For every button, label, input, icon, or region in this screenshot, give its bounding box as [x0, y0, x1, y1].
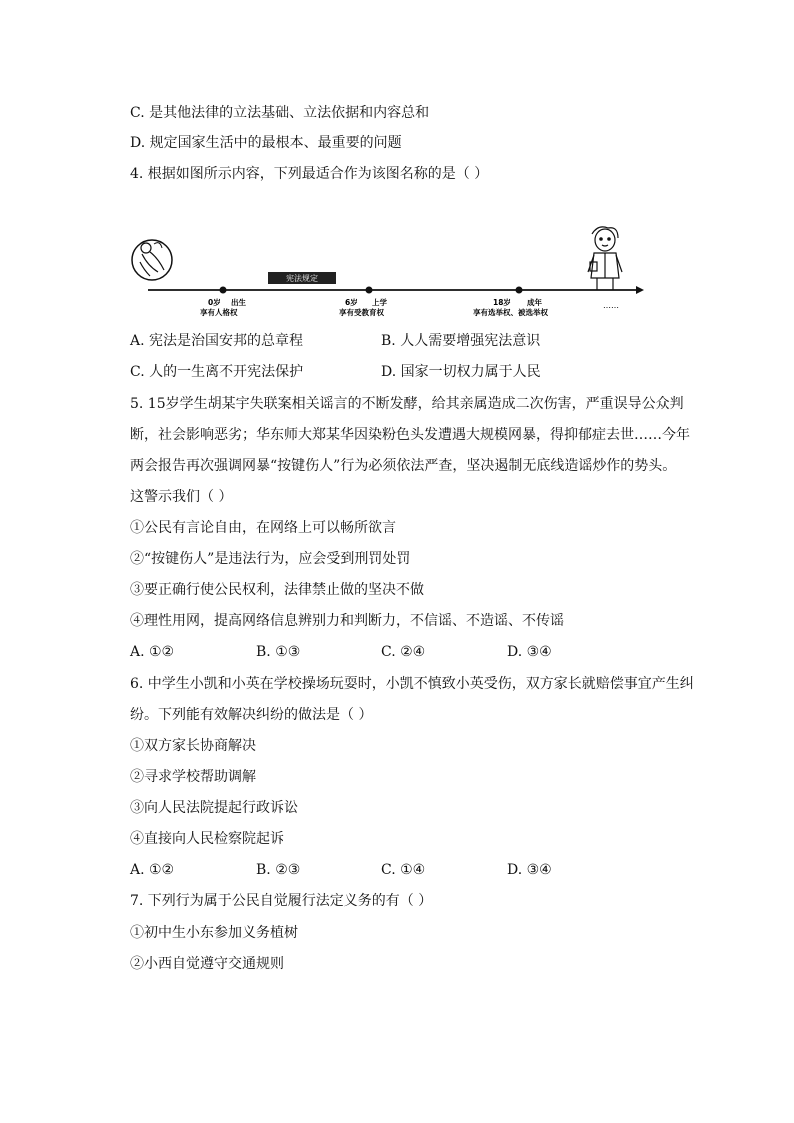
q5-statement-3: ③要正确行使公民权利，法律禁止做的坚决不做 — [130, 582, 424, 598]
q6-statement-3: ③向人民法院提起行政诉讼 — [130, 800, 298, 816]
q5-option-c: C. ②④ — [381, 644, 426, 660]
constitution-banner-label: 宪法规定 — [286, 274, 318, 283]
question-5-line-1: 5. 15岁学生胡某宇失联案相关谣言的不断发酵，给其亲属造成二次伤害，严重误导公众判 — [130, 396, 684, 412]
question-6-line-1: 6. 中学生小凯和小英在学校操场玩耍时，小凯不慎致小英受伤，双方家长就赔偿事宜产生纠 — [130, 676, 694, 692]
timeline-arrow-head — [636, 286, 644, 294]
timeline-event-birth: 出生 — [231, 298, 246, 307]
timeline-point-birth — [220, 287, 227, 294]
adult-man-illustration — [588, 227, 622, 290]
q6-option-b: B. ②③ — [256, 862, 301, 878]
q7-statement-1: ①初中生小东参加义务植树 — [130, 925, 298, 941]
question-4-stem: 4. 根据如图所示内容，下列最适合作为该图名称的是（ ） — [130, 166, 489, 182]
baby-illustration — [132, 240, 172, 280]
option-c-text: C. 是其他法律的立法基础、立法依据和内容总和 — [130, 105, 430, 121]
timeline-age-6: 6岁 — [345, 298, 358, 307]
q6-statement-1: ①双方家长协商解决 — [130, 738, 256, 754]
timeline-point-school — [366, 287, 373, 294]
q5-option-b: B. ①③ — [256, 644, 301, 660]
timeline-right-election: 享有选举权、被选举权 — [473, 308, 548, 317]
timeline-event-school: 上学 — [372, 298, 387, 307]
timeline-age-0: 0岁 — [208, 298, 221, 307]
q7-statement-2: ②小西自觉遵守交通规则 — [130, 956, 284, 972]
timeline-right-personality: 享有人格权 — [200, 308, 238, 317]
q6-statement-2: ②寻求学校帮助调解 — [130, 769, 256, 785]
q4-option-d: D. 国家一切权力属于人民 — [381, 364, 541, 380]
question-7-line-1: 7. 下列行为属于公民自觉履行法定义务的有（ ） — [130, 893, 433, 909]
question-5-line-3: 两会报告再次强调网暴“按键伤人”行为必须依法严查，坚决遏制无底线造谣炒作的势头。 — [130, 458, 677, 474]
question-5-line-2: 断，社会影响恶劣；华东师大郑某华因染粉色头发遭遇大规模网暴，得抑郁症去世……今年 — [130, 427, 690, 443]
option-d-text: D. 规定国家生活中的最根本、最重要的问题 — [130, 135, 402, 151]
q6-option-a: A. ①② — [130, 862, 175, 878]
q5-statement-2: ②“按键伤人”是违法行为，应会受到刑罚处罚 — [130, 551, 411, 567]
q5-statement-4: ④理性用网，提高网络信息辨别力和判断力，不信谣、不造谣、不传谣 — [130, 613, 564, 629]
timeline-event-adult: 成年 — [527, 298, 542, 307]
life-timeline-figure — [128, 222, 658, 322]
timeline-ellipsis: …… — [603, 301, 619, 310]
timeline-age-18: 18岁 — [493, 298, 511, 307]
q5-option-a: A. ①② — [130, 644, 175, 660]
q5-option-d: D. ③④ — [507, 644, 552, 660]
timeline-point-adult — [516, 287, 523, 294]
timeline-right-education: 享有受教育权 — [339, 308, 384, 317]
question-6-line-2: 纷。下列能有效解决纠纷的做法是（ ） — [130, 707, 373, 723]
q6-statement-4: ④直接向人民检察院起诉 — [130, 831, 284, 847]
q6-option-d: D. ③④ — [507, 862, 552, 878]
q4-option-a: A. 宪法是治国安邦的总章程 — [130, 333, 304, 349]
q6-option-c: C. ①④ — [381, 862, 426, 878]
q4-option-c: C. 人的一生离不开宪法保护 — [130, 364, 304, 380]
q4-option-b: B. 人人需要增强宪法意识 — [381, 333, 541, 349]
q5-statement-1: ①公民有言论自由，在网络上可以畅所欲言 — [130, 520, 396, 536]
question-5-line-4: 这警示我们（ ） — [130, 489, 233, 505]
